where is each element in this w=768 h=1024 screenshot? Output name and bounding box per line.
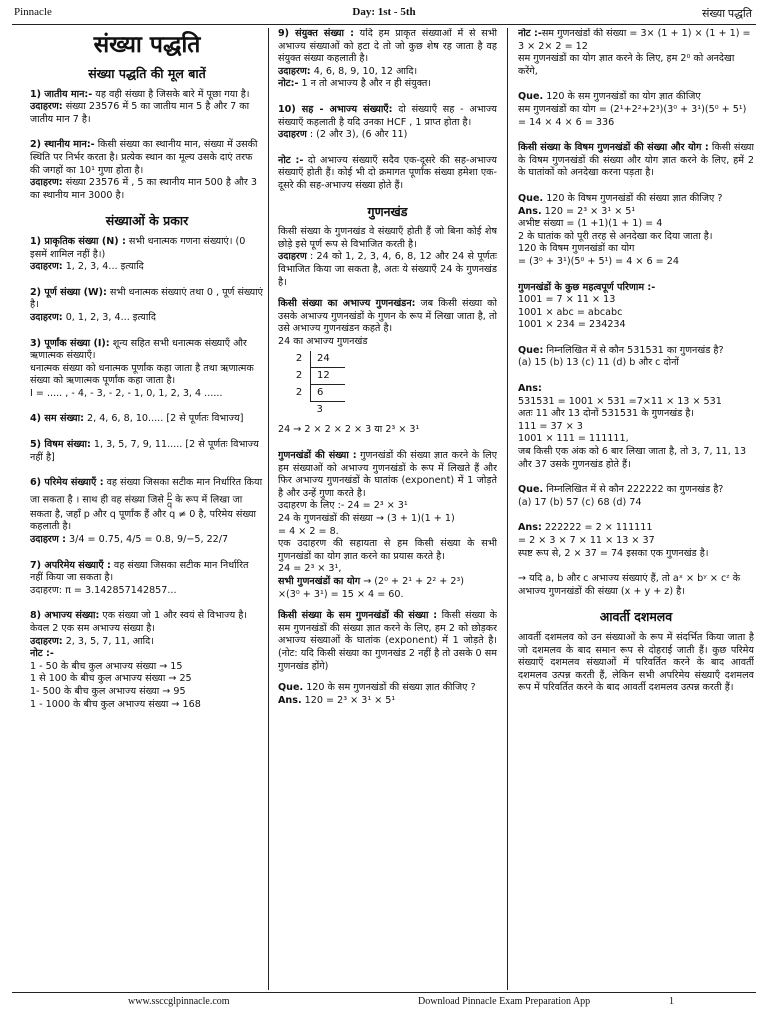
term-text: गुणनखंडों की संख्या ज्ञात करने के लिए हम संख्याओं को अभाज्य गुणनखंडों के रूप में लिखते हैं और फिर अभाज्य गुणनखंडों के घातांक (exponent) में 1 जोड़ते है और उन्हें गुणा करते है।: [278, 450, 497, 499]
term-text-2: धनात्मक संख्या को धनात्मक पूर्णांक कहा जाता है तथा ऋणात्मक संख्या को ऋणात्मक पूर्णांक कहा जाता है।: [30, 362, 254, 387]
page-number: 1: [669, 996, 674, 1007]
paragraph-natural-numbers: [30, 236, 264, 274]
answer-head: Ans.: [518, 205, 542, 217]
term-head: किसी संख्या का अभाज्य गुणनखंडन:: [278, 298, 416, 310]
paragraph-recurring-decimals: आवर्ती दशमलव को उन संख्याओं के रूप में संदर्भित किया जाता है जो दशमलव के बाद समान रूप से दोहराई जाती हैं। कुछ परिमेय संख्याएँ दशमलव संख्याओं में परिवर्तित करने के बाद आवर्ती दशमलव उत्पन्न करती हैं, लेकिन सभी अपरिमेय संख्याएँ दशमलव रूप में परिवर्तित करने के बाद आवर्ती दशमलव उत्पन्न करती हैं।: [518, 631, 754, 694]
header-topic: संख्या पद्धति: [701, 8, 752, 20]
note-text-2: सम गुणनखंडों का योग ज्ञात करने के लिए, हम 2⁰ को अनदेखा करेंगे,: [518, 53, 735, 77]
column-divider-1: [268, 28, 269, 990]
example-head: उदाहरण:: [278, 65, 311, 77]
answer-line: स्पष्ट रूप से, 2 × 37 = 74 इसका एक गुणनखंड है।: [518, 547, 709, 559]
explanation-text: एक उदाहरण की सहायता से हम किसी संख्या के सभी गुणनखंडों का योग ज्ञात करने का प्रयास करते है।: [278, 538, 497, 562]
answer-line: = 2 × 3 × 7 × 11 × 13 × 37: [518, 535, 655, 546]
example-text: संख्या 23576 में , 5 का स्थानीय मान 500 है और 3 का स्थानीय मान 3000 है।: [30, 177, 257, 201]
term-text: 2, 4, 6, 8, 10..... [2 से पूर्णतः विभाज्य]: [83, 413, 244, 425]
answer-head: Ans:: [518, 383, 542, 395]
column-2: [278, 28, 497, 990]
example-text: 1, 2, 3, 4... इत्यादि: [62, 261, 144, 273]
paragraph-factors: [278, 226, 497, 289]
column-divider-2: [507, 28, 508, 990]
answer-line: 222222 = 2 × 111111: [541, 522, 653, 534]
paragraph-odd-numbers: [30, 439, 264, 464]
results-head: गुणनखंडों के कुछ महत्वपूर्ण परिणाम :-: [518, 281, 656, 293]
factorization-result: 24 → 2 × 2 × 2 × 3 या 2³ × 3¹: [278, 424, 420, 436]
footer-website-link[interactable]: www.ssccglpinnacle.com: [128, 996, 230, 1007]
term-head: 4) सम संख्या:: [30, 413, 84, 425]
answer-line: अतः 11 और 13 दोनों 531531 के गुणनखंड है।: [518, 408, 695, 420]
example-head: उदाहरण:: [30, 311, 63, 323]
example-text: उदाहरण: π = 3.142857142857...: [30, 584, 177, 596]
footer-divider: [12, 992, 756, 993]
paragraph-whole-numbers: [30, 287, 264, 325]
paragraph-irrational-numbers: [30, 560, 264, 598]
term-head: 6) परिमेय संख्याएँ :: [30, 477, 104, 489]
question-head: Que.: [518, 484, 544, 496]
paragraph-even-factors-note: [518, 28, 754, 78]
question-head: Que.: [518, 192, 544, 204]
sum-text-2: ×(3⁰ + 3¹) = 15 × 4 = 60.: [278, 588, 404, 600]
paragraph-even-factors: [278, 610, 497, 673]
section-heading-basics: संख्या पद्धति की मूल बातें: [88, 66, 206, 81]
paragraph-coprime-numbers: [278, 104, 497, 142]
example-text: : (2 और 3), (6 और 11): [306, 129, 408, 141]
paragraph-place-value: [30, 139, 264, 202]
note-line: 1 - 50 के बीच कुल अभाज्य संख्या → 15: [30, 660, 183, 672]
answer-line: = (3⁰ + 3¹)(5⁰ + 5¹) = 4 × 6 = 24: [518, 255, 679, 267]
paragraph-integers: [30, 338, 264, 401]
calculation-line: 24 के गुणनखंडों की संख्या → (3 + 1)(1 + 1): [278, 513, 455, 525]
example-head: उदाहरण: [278, 251, 307, 263]
example-text: 3/4 = 0.75, 4/5 = 0.8, 9/−5, 22/7: [65, 534, 229, 546]
example-text: 4, 6, 8, 9, 10, 12 आदि।: [310, 65, 418, 77]
paragraph-even-numbers: [30, 413, 264, 426]
section-heading-types: संख्याओं के प्रकार: [105, 213, 189, 229]
note-head: नोट :-: [518, 28, 542, 39]
question-text: निम्नलिखित में से कौन 222222 का गुणनखंड है?: [543, 484, 724, 496]
calculation-line: = 4 × 2 = 8.: [278, 525, 339, 537]
term-text: यह वही संख्या है जिसके बारे में पूछा गया है।: [92, 88, 250, 100]
paragraph-important-results: [518, 282, 754, 332]
term-head: 2) पूर्ण संख्या (W):: [30, 286, 107, 298]
answer-line: जब किसी एक अंक को 6 बार लिखा जाता है, तो 3, 7, 11, 13 और 37 उसके गुणनखंड होते हैं।: [518, 446, 747, 470]
term-head: 8) अभाज्य संख्या:: [30, 610, 100, 622]
example-text: 0, 1, 2, 3, 4... इत्यादि: [62, 311, 156, 323]
question-options: (a) 15 (b) 13 (c) 11 (d) b और c दोनों: [518, 357, 679, 369]
question-odd-factors: [518, 193, 754, 269]
answer-line: 1001 × 111 = 111111,: [518, 433, 629, 445]
answer-line: 111 = 37 × 3: [518, 420, 583, 432]
question-sum-even-factors: [518, 91, 754, 129]
example-head: उदाहरण:: [30, 101, 63, 113]
answer-line: 120 = 2³ × 3¹ × 5¹: [541, 205, 636, 217]
column-1: [30, 28, 264, 990]
division-row: 2 6: [288, 385, 345, 402]
answer-line: 531531 = 1001 × 531 =7×11 × 13 × 531: [518, 395, 722, 407]
paragraph-face-value: [30, 89, 264, 127]
note-head: नोट :-: [278, 154, 304, 166]
paragraph-prime-powers: → यदि a, b और c अभाज्य संख्याएं हैं, तो aˣ × bʸ × cᶻ के अभाज्य गुणनखंडों की संख्या (x + y + z) है।: [518, 573, 741, 597]
term-text: सभी धनात्मक गणना संख्याएं। (0 इसमें शामिल नहीं है।): [30, 235, 246, 260]
example-head: उदाहरण: [278, 129, 307, 141]
term-text: एक संख्या जो 1 और स्वयं से विभाज्य है। केवल 2 एक सम अभाज्य संख्या है।: [30, 610, 248, 634]
answer-line: 2 के घातांक को पूरी तरह से अनदेखा कर दिया जाता है।: [518, 230, 713, 242]
division-row: 3: [316, 404, 323, 416]
answer-text: 120 = 2³ × 3¹ × 5¹: [301, 694, 396, 706]
term-text: 1, 3, 5, 7, 9, 11..... [2 से पूर्णतः विभाज्य नहीं है]: [30, 439, 259, 463]
answer-text: सम गुणनखंडों का योग = (2¹+2²+2³)(3⁰ + 3¹)(5⁰ + 5¹) = 14 × 4 × 6 = 336: [518, 103, 747, 128]
result-line: 1001 × 234 = 234234: [518, 319, 626, 331]
example-text: 2, 3, 5, 7, 11, आदि।: [62, 635, 154, 647]
question-222222: [518, 484, 754, 509]
question-head: Que:: [518, 344, 544, 356]
term-text: वह संख्या जिसका सटीक मान निर्धारित नहीं किया जा सकता है।: [30, 559, 249, 584]
example-text: संख्या 23576 में 5 का जातीय मान 5 है और 7 का जातीय मान 7 है।: [30, 101, 250, 125]
paragraph-rational-numbers: [30, 477, 264, 546]
answer-head: Ans:: [518, 522, 542, 534]
paragraph-number-of-factors: [278, 450, 497, 601]
question-head: Que.: [278, 682, 304, 694]
page-title: संख्या पद्धति: [93, 32, 201, 58]
integer-set: I = ..... , - 4, - 3, - 2, - 1, 0, 1, 2, 3, 4 ......: [30, 387, 223, 399]
term-text: वह संख्या जिसका सटीक मान निर्धारित किया जा सकता है । साथ ही वह संख्या जिसे: [30, 477, 263, 506]
term-text: जब किसी संख्या को उसके अभाज्य गुणनखंडों के गुणन के रूप में लिखा जाता है, तो उसे अभाज्य गुणनखंडन कहते है।: [278, 298, 497, 335]
term-head: गुणनखंडों की संख्या :: [278, 450, 357, 462]
header-day: Day: 1st - 5th: [352, 6, 416, 18]
term-head: 10) सह - अभाज्य संख्याएँ:: [278, 103, 393, 115]
term-text: किसी संख्या के सम गुणनखंडों की संख्या ज्ञात करने के लिए, हम 2 को छोड़कर अभाज्य संख्याओं के घातांक (exponent) में 1 जोड़ते है। (नोट: यदि किसी संख्या का गुणनखंड 2 नहीं है तो उसके 0 सम गुणनखंड होंगे): [278, 610, 497, 672]
answer-531531: [518, 383, 754, 471]
answer-head: Ans.: [278, 694, 302, 706]
term-head: 1) जातीय मान:-: [30, 88, 93, 100]
term-head: 1) प्राकृतिक संख्या (N) :: [30, 235, 126, 247]
example-head: उदाहरण:: [30, 261, 63, 273]
note-head: नोट :-: [30, 648, 54, 660]
equation-line: 24 = 2³ × 3¹,: [278, 563, 342, 575]
term-head: 7) अपरिमेय संख्याएँ :: [30, 559, 111, 571]
example-text: : 24 को 1, 2, 3, 4, 6, 8, 12 और 24 से पूर्णतः विभाजित किया जा सकता है, अतः ये संख्याएँ 24 के गुणनखंड है।: [278, 251, 497, 288]
paragraph-odd-factors: [518, 142, 754, 180]
question-even-factors: [278, 682, 497, 707]
factors-definition: किसी संख्या के गुणनखंड वे संख्याएँ होती हैं जो बिना कोई शेष छोड़े इसे पूर्ण रूप से विभाजित करती है।: [278, 226, 497, 250]
answer-line: 120 के विषम गुणनखंडों का योग: [518, 243, 635, 255]
result-line: 1001 × abc = abcabc: [518, 306, 623, 318]
section-heading-recurring-decimals: आवर्ती दशमलव: [599, 609, 673, 625]
note-line: 1 - 1000 के बीच कुल अभाज्य संख्या → 168: [30, 698, 201, 710]
term-text: दो संख्याएँ सह - अभाज्य संख्याएँ कहलाती है यदि उनका HCF , 1 प्राप्त होता है।: [278, 103, 497, 128]
paragraph-prime-factorization: [278, 298, 497, 348]
footer-app-promo: Download Pinnacle Exam Preparation App: [418, 996, 591, 1007]
note-text: दो अभाज्य संख्याएँ सदैव एक-दूसरे की सह-अभाज्य संख्याएँ होती हैं। कोई भी दो क्रमागत पूर्णांक संख्या हमेशा एक-दूसरे की सह-अभाज्य संख्या होते हैं।: [278, 154, 497, 191]
factorization-caption: 24 का अभाज्य गुणनखंड: [278, 335, 368, 347]
question-head: Que.: [518, 91, 544, 103]
column-3: [518, 28, 754, 990]
note-text: सम गुणनखंडों की संख्या = 3× (1 + 1) × (1 + 1) = 3 × 2× 2 = 12: [518, 28, 751, 52]
term-head: 3) पूर्णांक संख्या (I):: [30, 337, 110, 349]
question-text: निम्नलिखित में से कौन 531531 का गुणनखंड है?: [543, 344, 724, 356]
sum-head: सभी गुणनखंडों का योग: [278, 576, 361, 587]
fraction-p-over-q: $\frac{p}{q}$: [166, 489, 173, 509]
example-head: उदाहरण :: [30, 534, 66, 546]
result-line: 1001 = 7 × 11 × 13: [518, 294, 616, 306]
page-header: [12, 6, 756, 22]
term-text-2: के रूप में लिखा जा सकता है, जहाँ p और q पूर्णांक हैं और q ≠ 0 है, परिमेय संख्या कहलाती है।: [30, 494, 257, 533]
note-line: 1 से 100 के बीच कुल अभाज्य संख्या → 25: [30, 673, 192, 685]
example-head: उदाहरण:: [30, 635, 63, 647]
note-head: नोट:-: [278, 78, 299, 90]
division-row: 2 12: [288, 368, 345, 385]
answer-line: अभीष्ट संख्या = (1 +1)(1 + 1) = 4: [518, 218, 663, 230]
header-divider: [12, 24, 756, 25]
example-head: उदाहरण:: [30, 177, 63, 189]
term-text: सभी धनात्मक संख्याएं तथा 0 , पूर्ण संख्याएं है।: [30, 286, 263, 311]
question-text: 120 के सम गुणनखंडों की संख्या ज्ञात कीजिए ?: [303, 682, 476, 694]
example-line: उदाहरण के लिए :- 24 = 2³ × 3¹: [278, 500, 408, 512]
note-text: 1 न तो अभाज्य है और न ही संयुक्त।: [298, 78, 431, 90]
sum-text: → (2⁰ + 2¹ + 2² + 2³): [360, 576, 465, 587]
question-text: 120 के सम गुणनखंडों का योग ज्ञात कीजिए: [543, 91, 701, 103]
term-text: यदि हम प्राकृत संख्याओं में से सभी अभाज्य संख्याओं को हटा दे तो जो कुछ शेष रह जाता है वह संयुक्त संख्या कहलाती है।: [278, 28, 497, 65]
term-head: 9) संयुक्त संख्या :: [278, 28, 354, 39]
question-531531: [518, 345, 754, 370]
term-head: किसी संख्या के विषम गुणनखंडों की संख्या और योग :: [518, 142, 709, 154]
division-row: 2 24: [288, 351, 345, 368]
header-brand: Pinnacle: [14, 6, 52, 18]
division-ladder: [288, 351, 345, 418]
question-options: (a) 17 (b) 57 (c) 68 (d) 74: [518, 496, 642, 508]
paragraph-coprime-note: [278, 155, 497, 193]
term-text: किसी संख्या के विषम गुणनखंडों की संख्या और योग ज्ञात करने के लिए, हमें 2 के घातांकों को अनदेखा करना पड़ता है।: [518, 142, 754, 179]
term-text: शून्य सहित सभी धनात्मक संख्याएँ और ऋणात्मक संख्याएँ।: [30, 337, 247, 362]
term-head: 5) विषम संख्या:: [30, 439, 91, 451]
question-text: 120 के विषम गुणनखंडों की संख्या ज्ञात कीजिए ?: [543, 192, 723, 204]
note-line: 1- 500 के बीच कुल अभाज्य संख्या → 95: [30, 685, 186, 697]
paragraph-composite-numbers: [278, 28, 497, 91]
paragraph-prime-numbers: [30, 610, 264, 711]
term-head: 2) स्थानीय मान:-: [30, 139, 95, 151]
answer-222222: [518, 522, 754, 560]
term-head: किसी संख्या के सम गुणनखंडों की संख्या :: [278, 610, 438, 622]
section-heading-factors: गुणनखंड: [367, 203, 408, 219]
term-text: किसी संख्या का स्थानीय मान, संख्या में उसकी स्थिति पर निर्भर करता है। प्रत्येक स्थान का मूल्य उसके दाएं तरफ की जगहों का 10¹ गुणा होता है।: [30, 139, 258, 176]
